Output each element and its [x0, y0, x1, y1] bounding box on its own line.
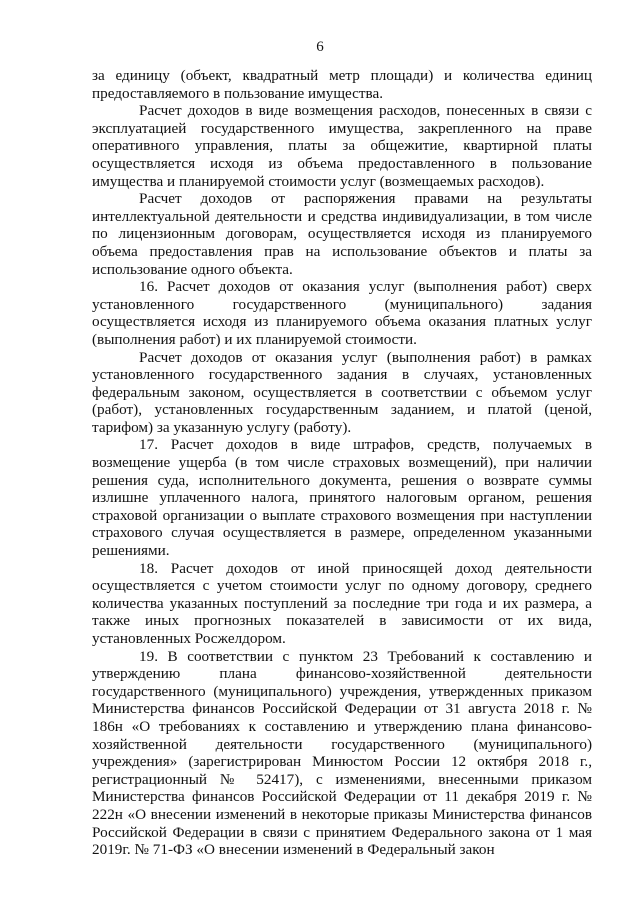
paragraph-17: 17. Расчет доходов в виде штрафов, средств, получаемых в возмещение ущерба (в том числе страховых возмещений), при наличии решения суда, исполнительного документа, решения о возврате суммы излишне уплаченного налога, принятого налоговым органом, решения страховой организации о выплате страхового возмещения при наступлении страхового случая осуществляется в размере, определенном указанными решениями. [92, 436, 592, 560]
paragraph-19: 19. В соответствии с пунктом 23 Требований к составлению и утверждению плана финансово-хозяйственной деятельности государственного (муниципального) учреждения, утвержденных приказом Министерства финансов Российской Федерации от 31 августа 2018 г. № 186н «О требованиях к составлению и утверждению плана финансово-хозяйственной деятельности государственного (муниципального) учреждения» (зарегистрирован Минюстом России 12 октября 2018 г., регистрационный № 52417), с изменениями, внесенными приказом Министерства финансов Российской Федерации от 11 декабря 2019 г. № 222н «О внесении изменений в некоторые приказы Министерства финансов Российской Федерации в связи с принятием Федерального закона от 1 мая 2019г. № 71-ФЗ «О внесении изменений в Федеральный закон [92, 647, 592, 859]
paragraph-continuation: за единицу (объект, квадратный метр площади) и количества единиц предоставляемого в пользование имущества. [92, 67, 592, 102]
paragraph-16: 16. Расчет доходов от оказания услуг (выполнения работ) сверх установленного государственного (муниципального) задания осуществляется исходя из планируемого объема оказания платных услуг (выполнения работ) и их планируемой стоимости. [92, 278, 592, 348]
paragraph-18: 18. Расчет доходов от иной приносящей доход деятельности осуществляется с учетом стоимости услуг по одному договору, среднего количества указанных поступлений за последние три года и их размера, а также иных прогнозных показателей в зависимости от их вида, установленных Росжелдором. [92, 559, 592, 647]
paragraph-reimbursement-income: Расчет доходов в виде возмещения расходов, понесенных в связи с эксплуатацией государственного имущества, закрепленного на праве оперативного управления, платы за общежитие, квартирной платы осуществляется исходя из объема предоставленного в пользование имущества и планируемой стоимости услуг (возмещаемых расходов). [92, 102, 592, 190]
paragraph-intellectual-property-income: Расчет доходов от распоряжения правами на результаты интеллектуальной деятельности и средства индивидуализации, в том числе по лицензионным договорам, осуществляется исходя из планируемого объема предоставления прав на использование объектов и платы за использование одного объекта. [92, 190, 592, 278]
page-number: 6 [316, 39, 324, 55]
document-body [92, 67, 592, 859]
paragraph-state-task-services: Расчет доходов от оказания услуг (выполнения работ) в рамках установленного государственного задания в случаях, установленных федеральным законом, осуществляется в соответствии с объемом услуг (работ), установленных государственным заданием, и платой (ценой, тарифом) за указанную услугу (работу). [92, 348, 592, 436]
